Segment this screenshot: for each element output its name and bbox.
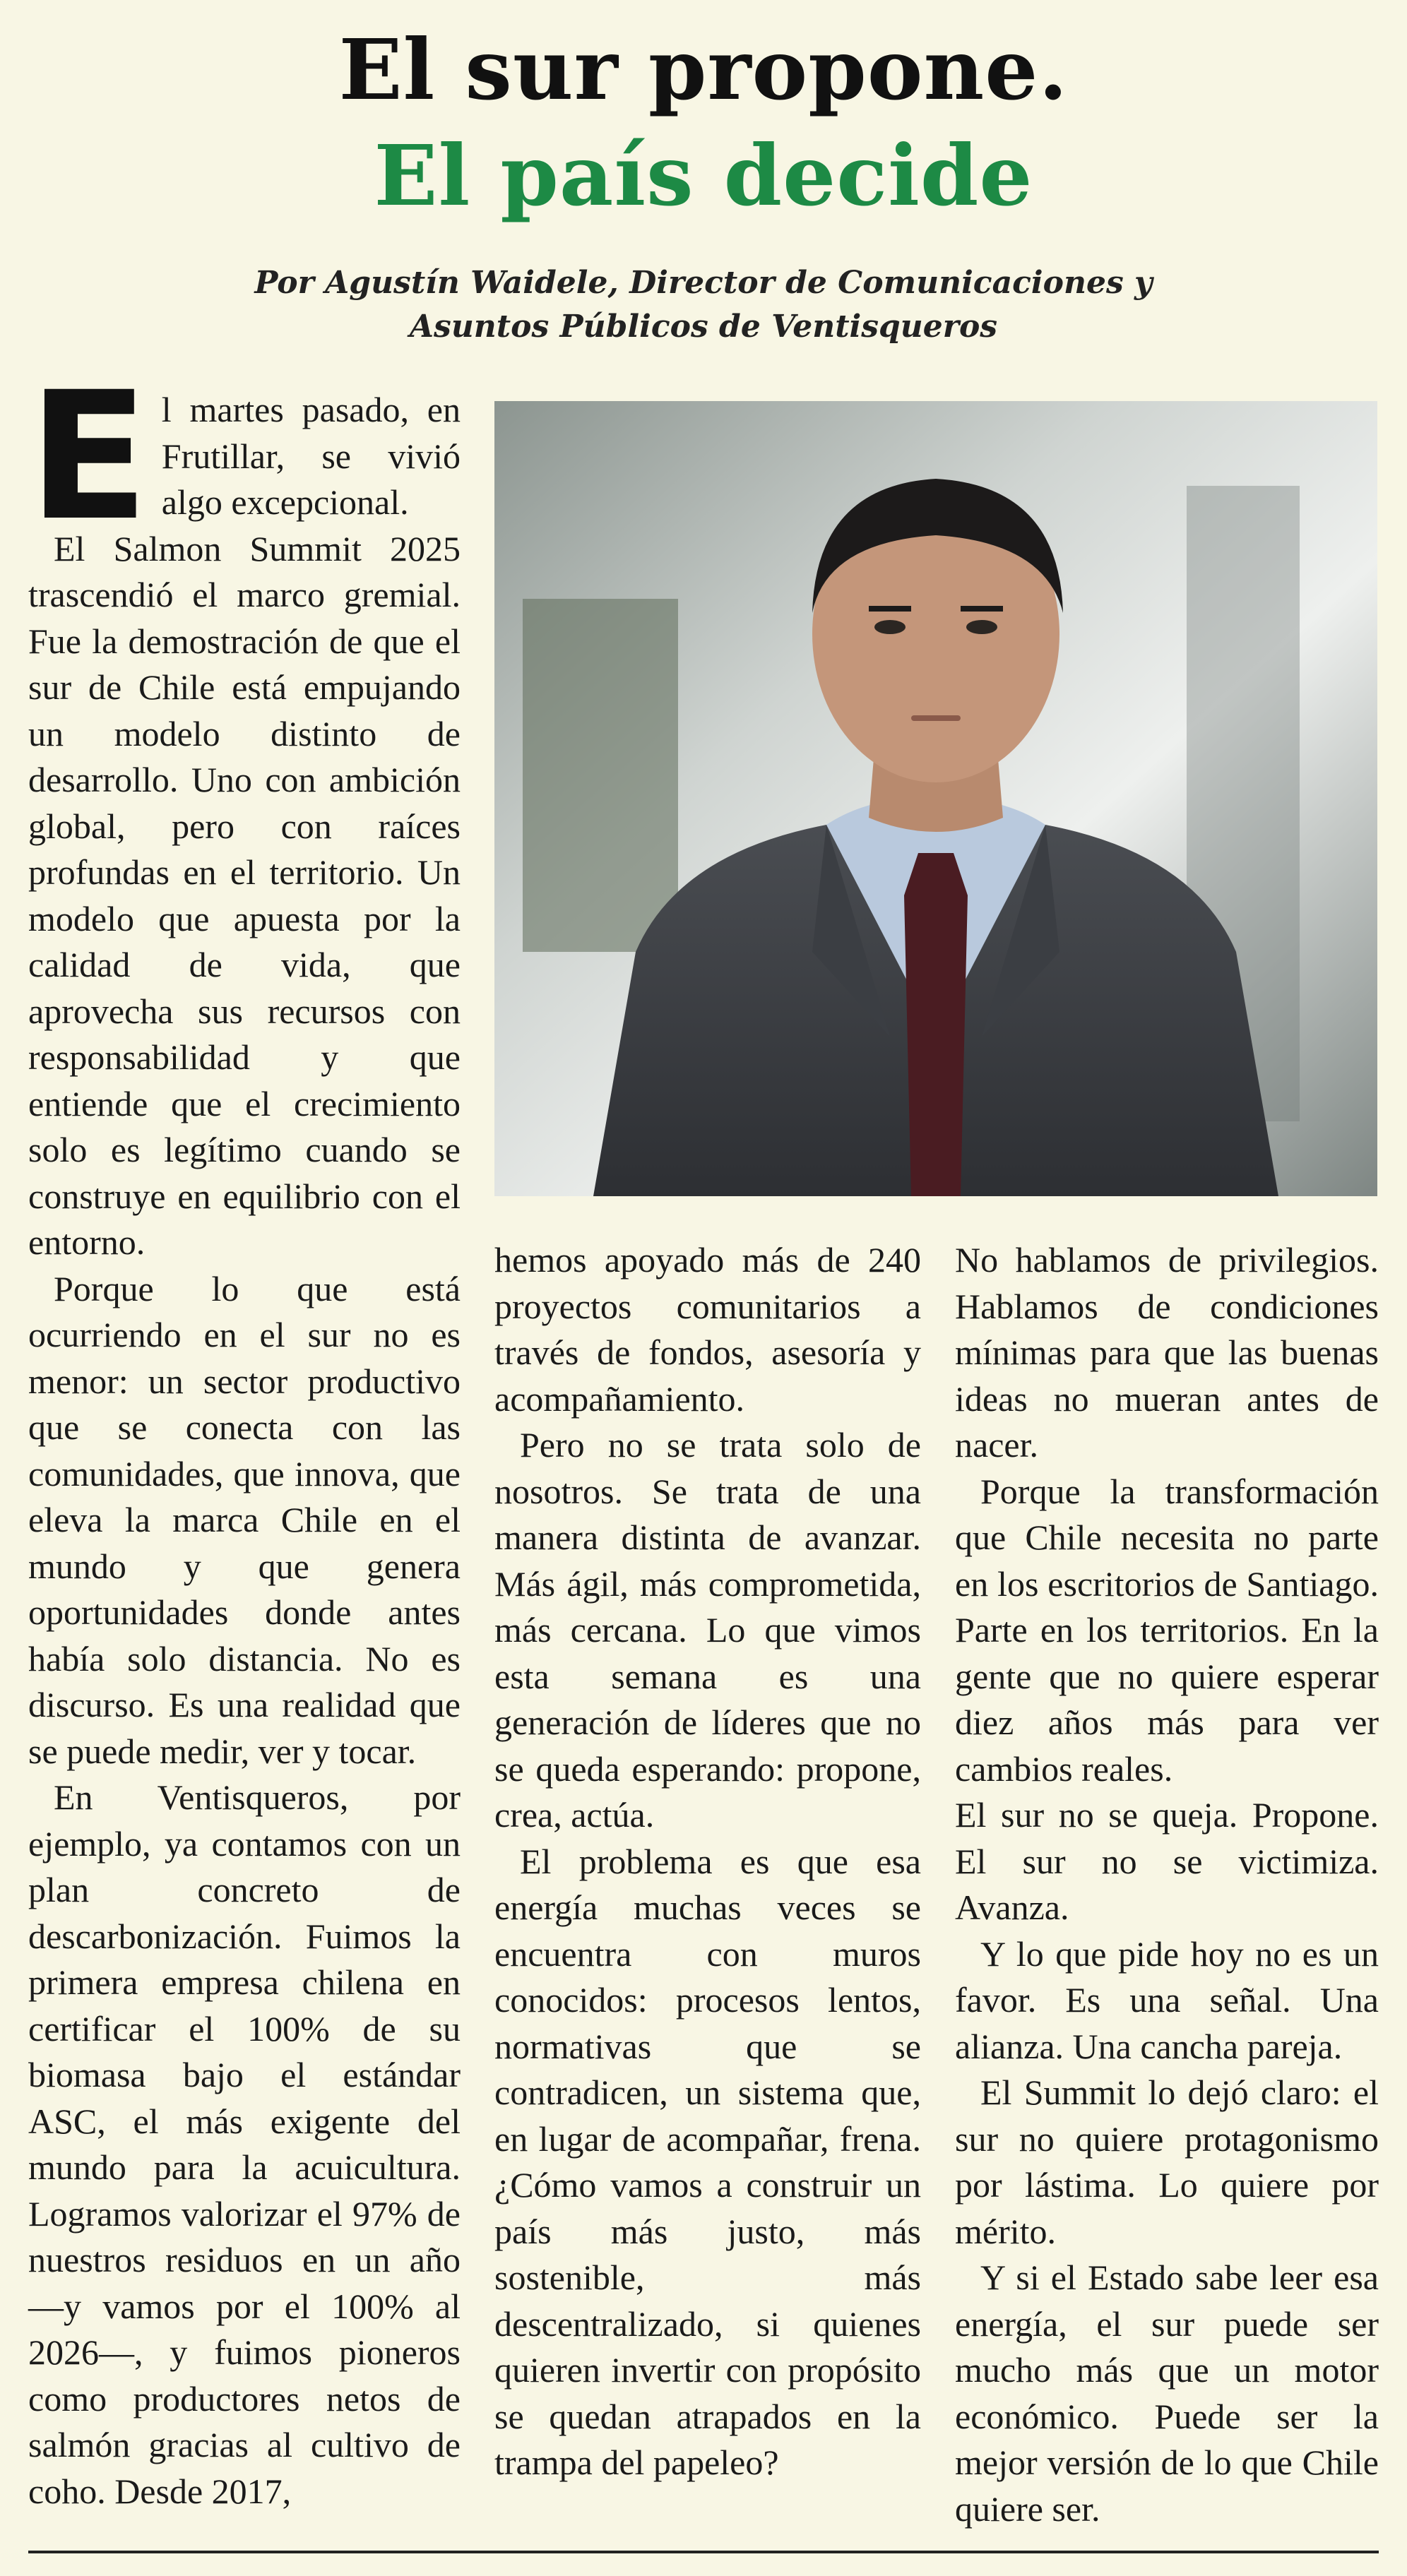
byline-line-1: Por Agustín Waidele, Director de Comunicaciones y bbox=[254, 265, 1153, 301]
paragraph: Y lo que pide hoy no es un favor. Es una señal. Una alianza. Una cancha pareja. bbox=[955, 1933, 1379, 2066]
portrait-illustration bbox=[494, 401, 1377, 1196]
paragraph: El sur no se queja. Propone. El sur no se victimiza. Avanza. bbox=[955, 1795, 1379, 1927]
byline-line-2: Asuntos Públicos de Ventisqueros bbox=[409, 309, 998, 345]
paragraph: Porque lo que está ocurriendo en el sur no es menor: un sector productivo que se conecta con las comunidades, que innova, que eleva la marca Chile en el mundo y que genera oportunidades donde antes había solo distancia. No es discurso. Es una realidad que se puede medir, ver y tocar. bbox=[28, 1268, 461, 1771]
paragraph: No hablamos de privilegios. Hablamos de condiciones mínimas para que las buenas ideas no mueran antes de nacer. bbox=[955, 1240, 1379, 1465]
paragraph: El problema es que esa energía muchas veces se encuentra con muros conocidos: procesos lentos, normativas que se contradicen, un sistema que, en lugar de acompañar, frena. ¿Cómo vamos a construir un país más justo, más sostenible, más descentralizado, si quienes quieren invertir con propósito se quedan atrapados en la trampa del papeleo? bbox=[494, 1841, 921, 2482]
headline-line-1: El sur propone. bbox=[338, 20, 1069, 119]
author-portrait-photo bbox=[494, 401, 1377, 1196]
paragraph: El Summit lo dejó claro: el sur no quiere protagonismo por lástima. Lo quiere por mérito. bbox=[955, 2073, 1379, 2251]
article-column-1 bbox=[28, 354, 461, 2515]
paragraph: En Ventisqueros, por ejemplo, ya contamos con un plan concreto de descarbonización. Fuimos la primera empresa chilena en certificar el 100% de su biomasa bajo el estándar ASC, el más exigente del mundo para la acuicultura. Logramos valorizar el 97% de nuestros residuos en un año —y vamos por el 100% al 2026—, y fuimos pioneros como productores netos de salmón gracias al cultivo de coho. Desde 2017, bbox=[28, 1777, 461, 2511]
article-column-3 bbox=[955, 1237, 1379, 2532]
bottom-rule bbox=[28, 2551, 1379, 2553]
paragraph: l martes pasado, en Frutillar, se vivió algo excepcional. bbox=[161, 390, 461, 522]
paragraph: Pero no se trata solo de nosotros. Se trata de una manera distinta de avanzar. Más ágil, más comprometida, más cercana. Lo que vimos esta semana es una generación de líderes que no se queda esperando: propone, crea, actúa. bbox=[494, 1425, 921, 1835]
drop-cap: E bbox=[28, 354, 149, 559]
headline-line-2: El país decide bbox=[374, 126, 1033, 225]
paragraph: Porque la transformación que Chile necesita no parte en los escritorios de Santiago. Parte en los territorios. En la gente que no quiere esperar diez años más para ver cambios reales. bbox=[955, 1471, 1379, 1789]
paragraph: El Salmon Summit 2025 trascendió el marco gremial. Fue la demostración de que el sur de Chile está empujando un modelo distinto de desarrollo. Uno con ambición global, pero con raíces profundas en el territorio. Un modelo que apuesta por la calidad de vida, que aprovecha sus recursos con responsabilidad y que entiende que el crecimiento solo es legítimo cuando se construye en equilibrio con el entorno. bbox=[28, 528, 461, 1262]
article-column-2 bbox=[494, 1237, 921, 2486]
paragraph: Y si el Estado sabe leer esa energía, el sur puede ser mucho más que un motor económico. Puede ser la mejor versión de lo que Chile quiere ser. bbox=[955, 2258, 1379, 2529]
paragraph: hemos apoyado más de 240 proyectos comunitarios a través de fondos, asesoría y acompañamiento. bbox=[494, 1240, 921, 1419]
